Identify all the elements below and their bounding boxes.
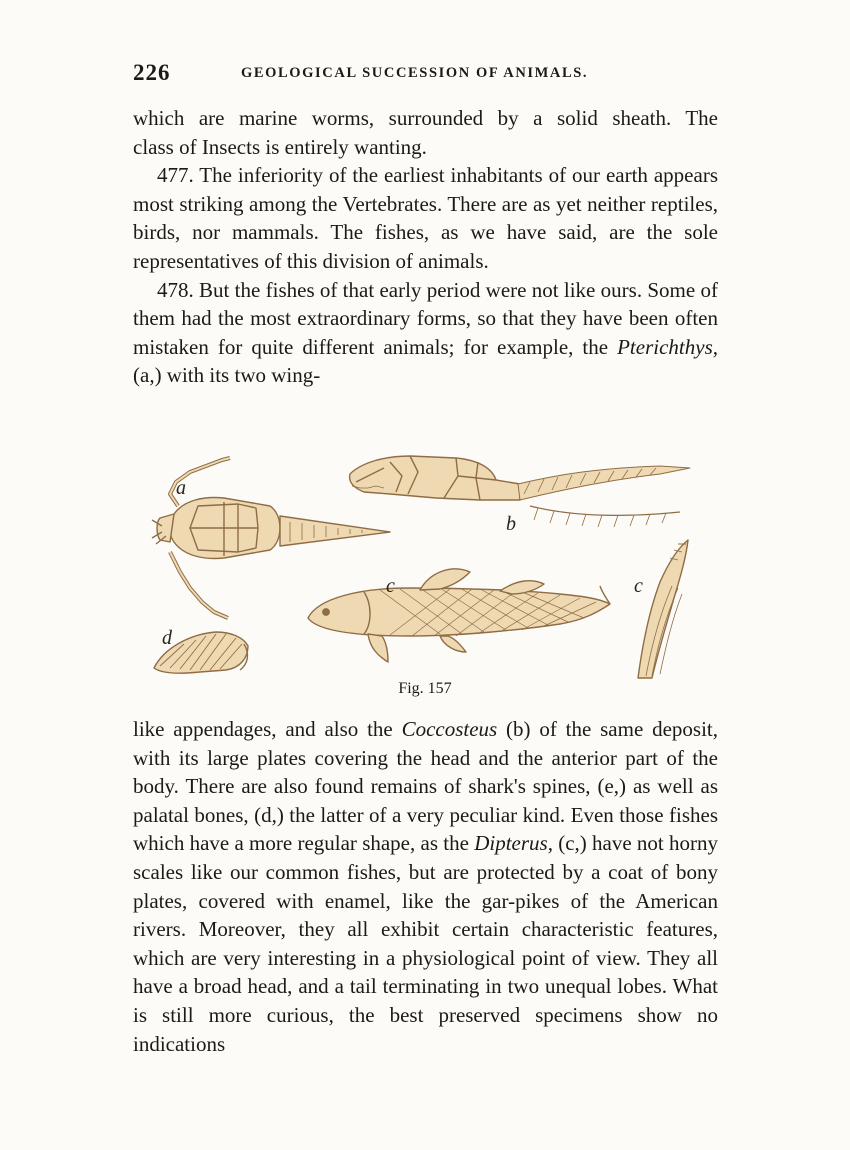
pterichthys-name: Pterichthys,	[617, 334, 718, 359]
figure-label-b: b	[506, 513, 516, 535]
text-block-bottom	[133, 715, 718, 1058]
figure-label-d: d	[162, 627, 172, 649]
continuation-text-1: like appendages, and also the	[133, 717, 402, 741]
paragraph-478-text-a: 478. But the fishes of that early period were not like ours. Some of them had the most extraordinary forms, so that they have been often mistaken for quite different animals; for example, the	[133, 277, 718, 359]
paragraph-477: 477. The inferiority of the earliest inhabitants of our earth appears most striking among the Vertebrates. There are as yet neither reptiles, birds, nor mammals. The fishes, as we have said, are the sole representatives of this division of animals.	[133, 163, 718, 273]
continuation-text-2: (b) of the same deposit, with its large plates covering the head and the anterior part of the body. There are also found remains of shark's spines, (e,) as well as palatal bones, (d,) the latter of a very peculiar kind. Even those fishes which have a more regular shape, as the	[133, 717, 719, 856]
text-block-top	[133, 104, 718, 390]
figure-label-c-spine: c	[634, 575, 643, 597]
dipterus-figure	[308, 569, 610, 662]
continuation-text-3: (c,) have not horny scales like our common fishes, but are protected by a coat of bony plates, covered with enamel, like the gar-pikes of the American rivers. Moreover, they all exhibit certain characteristic features, which are very interesting in a physiological point of view. They all have a broad head, and a tail terminating in two unequal lobes. What is still more curious, the best preserved specimens show no indications	[133, 831, 719, 1056]
paragraph-478-text-b: (a,) with its two wing-	[133, 363, 321, 388]
page-number: 226	[133, 60, 171, 85]
coccosteus-name: Coccosteus	[401, 717, 498, 741]
figure-label-a: a	[176, 477, 186, 499]
running-head: GEOLOGICAL SUCCESSION OF ANIMALS.	[241, 65, 589, 81]
paragraph-continuation	[133, 715, 718, 1058]
figure-157	[140, 448, 700, 688]
paragraph-478	[133, 276, 718, 390]
paragraph-continuation-line-2: class of Insects is entirely wanting.	[133, 134, 427, 159]
fossil-fish-illustration	[140, 448, 700, 688]
dipterus-name: Dipterus,	[474, 831, 553, 856]
figure-label-c-fish: c	[386, 575, 395, 597]
page-header	[133, 60, 718, 90]
coccosteus-figure	[350, 456, 690, 527]
paragraph-continuation-line-1: which are marine worms, surrounded by a solid sheath. The	[133, 106, 718, 130]
figure-caption: Fig. 157	[398, 680, 452, 697]
shark-spine-figure	[638, 540, 688, 678]
